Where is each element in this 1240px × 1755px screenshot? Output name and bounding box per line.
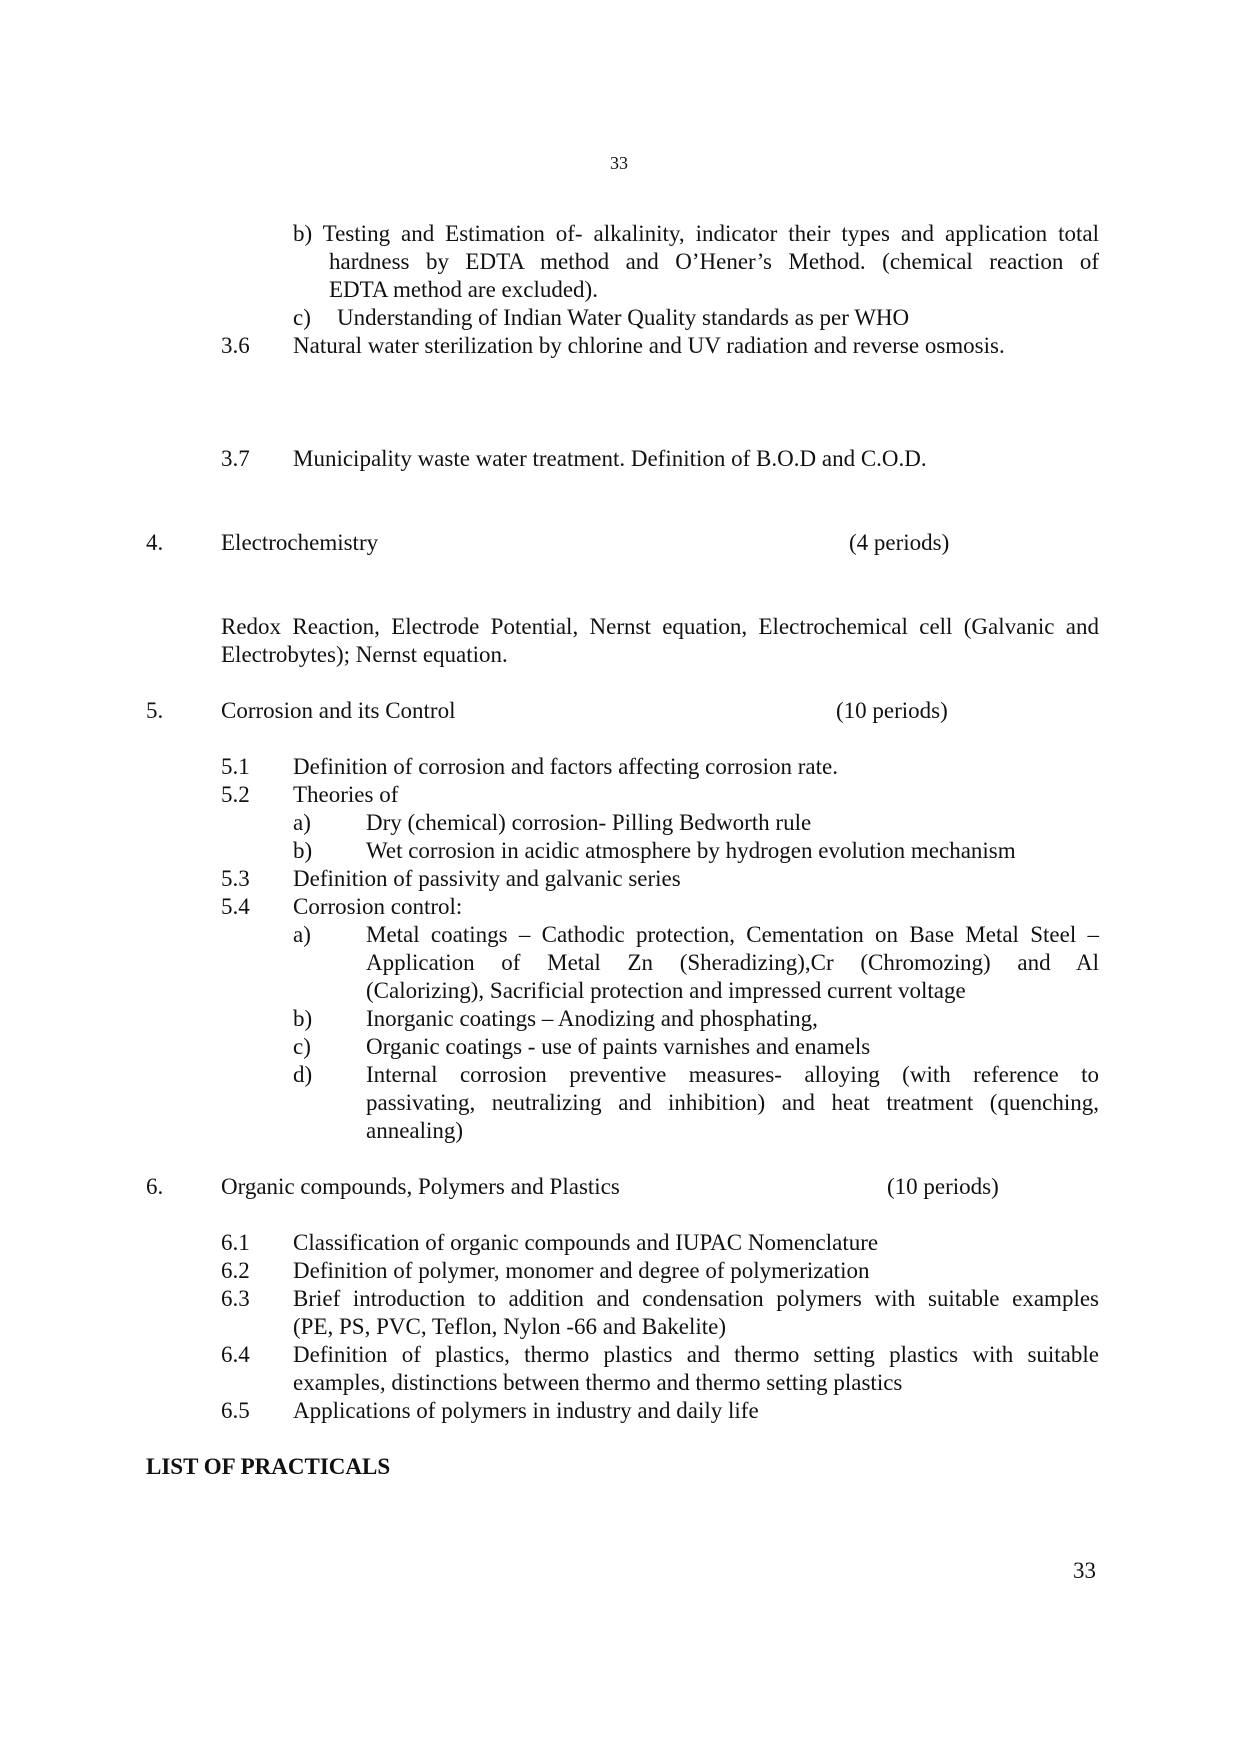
item-5-4d-line-2: passivating, neutralizing and inhibition) and heat treatment (quenching, (366, 1090, 1099, 1115)
page-number-bottom: 33 (1073, 1558, 1096, 1583)
item-5-2a-text: Dry (chemical) corrosion- Pilling Bedworth rule (366, 810, 812, 835)
item-6-4-line-2: examples, distinctions between thermo and thermo setting plastics (293, 1370, 903, 1395)
section-6-title: Organic compounds, Polymers and Plastics (221, 1174, 620, 1199)
section-5-periods: (10 periods) (836, 698, 948, 723)
item-5-4d-line-1: Internal corrosion preventive measures- alloying (with reference to (366, 1062, 1099, 1087)
item-6-3-line-2: (PE, PS, PVC, Teflon, Nylon -66 and Bakelite) (293, 1314, 727, 1339)
item-5-4d-label: d) (293, 1062, 313, 1087)
section-6-number: 6. (146, 1174, 164, 1199)
section-4-body-line-2: Electrobytes); Nernst equation. (221, 642, 508, 667)
item-5-1-text: Definition of corrosion and factors affecting corrosion rate. (293, 754, 838, 779)
item-5-2a-label: a) (293, 810, 311, 835)
item-6-5-number: 6.5 (221, 1398, 250, 1423)
item-5-4b-text: Inorganic coatings – Anodizing and phosphating, (366, 1006, 818, 1031)
item-6-5-text: Applications of polymers in industry and daily life (293, 1398, 759, 1423)
item-5-4a-line-2: Application of Metal Zn (Sheradizing),Cr (Chromozing) and Al (366, 950, 1099, 975)
item-3c-label: c) (293, 305, 311, 330)
practicals-heading: LIST OF PRACTICALS (146, 1454, 391, 1479)
item-5-4d-line-3: annealing) (366, 1118, 464, 1143)
item-3-6-number: 3.6 (221, 333, 250, 358)
item-5-4a-line-3: (Calorizing), Sacrificial protection and impressed current voltage (366, 978, 966, 1003)
section-4-periods: (4 periods) (849, 530, 950, 555)
item-3-7-number: 3.7 (221, 446, 250, 471)
item-6-2-text: Definition of polymer, monomer and degree of polymerization (293, 1258, 870, 1283)
item-3b-line-1: b) Testing and Estimation of- alkalinity, indicator their types and application total (293, 221, 1099, 246)
item-6-4-number: 6.4 (221, 1342, 250, 1367)
item-5-4a-line-1: Metal coatings – Cathodic protection, Cementation on Base Metal Steel – (366, 922, 1099, 947)
section-4-number: 4. (146, 530, 164, 555)
item-5-2-number: 5.2 (221, 782, 250, 807)
item-6-2-number: 6.2 (221, 1258, 250, 1283)
item-3b-line-2: hardness by EDTA method and O’Hener’s Method. (chemical reaction of (329, 249, 1099, 274)
section-4-title: Electrochemistry (221, 530, 379, 555)
section-5-title: Corrosion and its Control (221, 698, 456, 723)
section-5-number: 5. (146, 698, 164, 723)
item-3-6-text: Natural water sterilization by chlorine and UV radiation and reverse osmosis. (293, 333, 1005, 358)
item-5-2b-text: Wet corrosion in acidic atmosphere by hydrogen evolution mechanism (366, 838, 1016, 863)
item-5-3-number: 5.3 (221, 866, 250, 891)
section-4-body-line-1: Redox Reaction, Electrode Potential, Nernst equation, Electrochemical cell (Galvanic and (221, 614, 1099, 639)
section-6-periods: (10 periods) (887, 1174, 999, 1199)
item-5-4-number: 5.4 (221, 894, 250, 919)
item-5-3-text: Definition of passivity and galvanic series (293, 866, 681, 891)
item-3-7-text: Municipality waste water treatment. Definition of B.O.D and C.O.D. (293, 446, 927, 471)
item-5-4c-text: Organic coatings - use of paints varnishes and enamels (366, 1034, 871, 1059)
item-6-1-text: Classification of organic compounds and IUPAC Nomenclature (293, 1230, 879, 1255)
page-number-top: 33 (610, 153, 628, 173)
item-6-3-line-1: Brief introduction to addition and condensation polymers with suitable examples (293, 1286, 1099, 1311)
item-6-3-number: 6.3 (221, 1286, 250, 1311)
item-6-4-line-1: Definition of plastics, thermo plastics and thermo setting plastics with suitable (293, 1342, 1099, 1367)
item-5-4b-label: b) (293, 1006, 313, 1031)
item-6-1-number: 6.1 (221, 1230, 250, 1255)
item-3c-text: Understanding of Indian Water Quality standards as per WHO (337, 305, 910, 330)
item-5-2-text: Theories of (293, 782, 399, 807)
item-5-1-number: 5.1 (221, 754, 250, 779)
item-5-4c-label: c) (293, 1034, 311, 1059)
item-3b-line-3: EDTA method are excluded). (329, 277, 598, 302)
item-5-4a-label: a) (293, 922, 311, 947)
item-5-2b-label: b) (293, 838, 313, 863)
item-5-4-text: Corrosion control: (293, 894, 463, 919)
